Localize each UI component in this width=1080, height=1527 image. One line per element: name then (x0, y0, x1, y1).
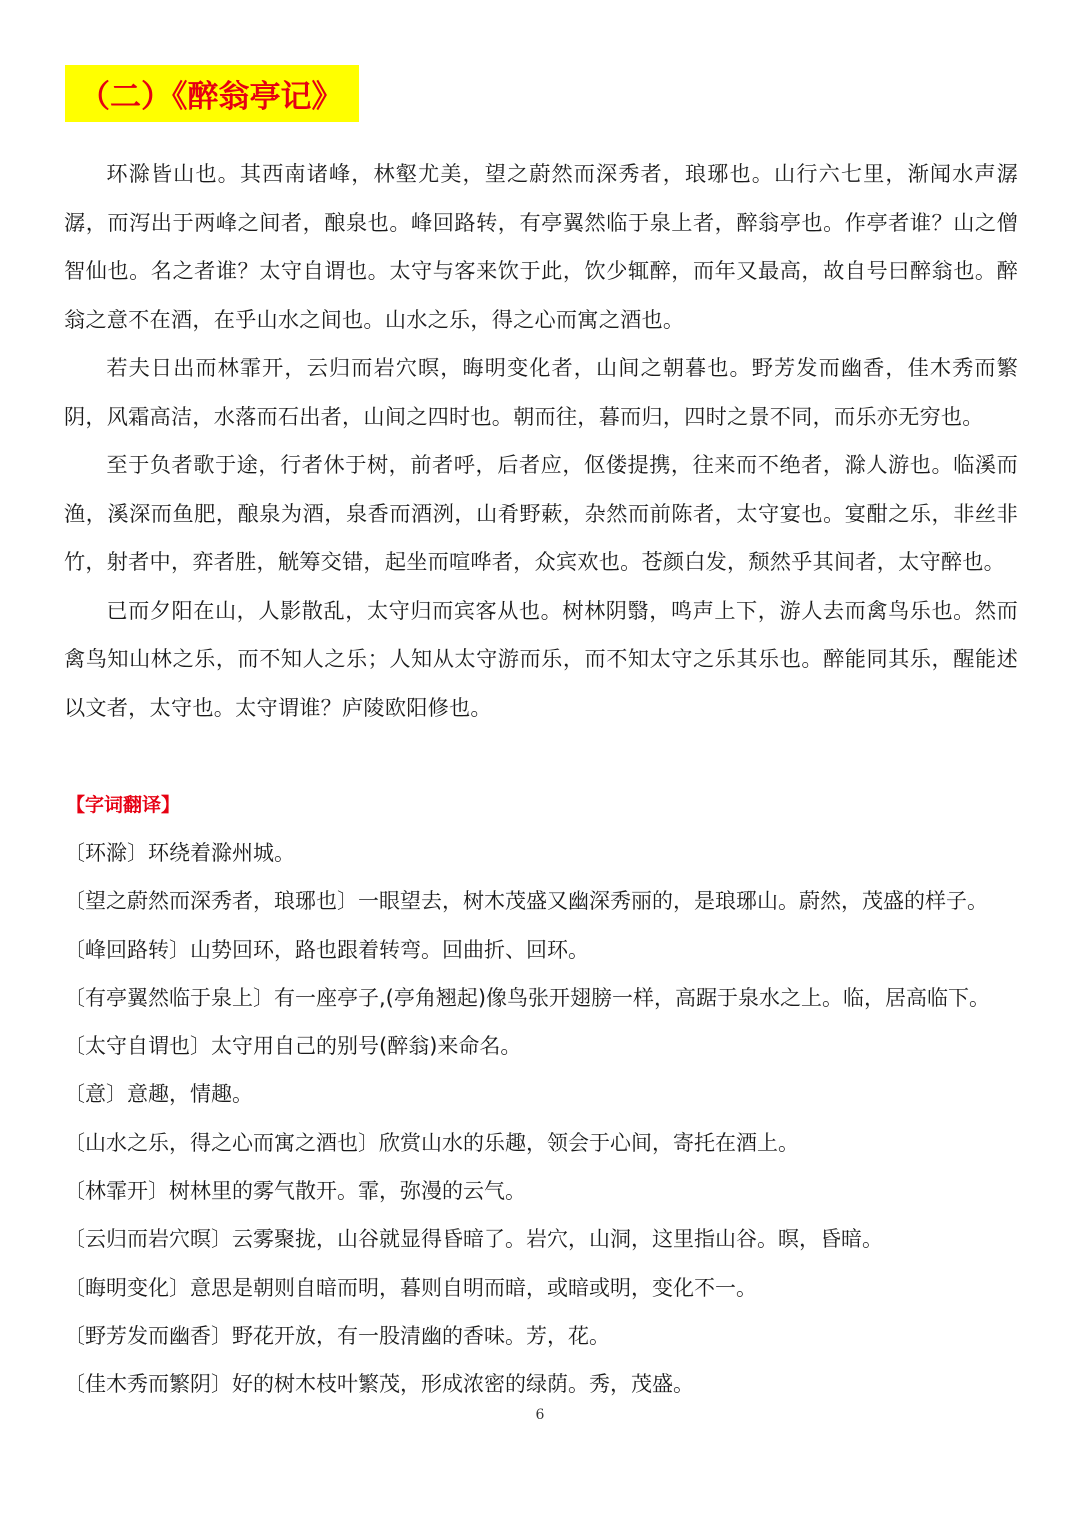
article-paragraph: 已而夕阳在山，人影散乱，太守归而宾客从也。树林阴翳，鸣声上下，游人去而禽鸟乐也。然而禽鸟知山林之乐，而不知人之乐；人知从太守游而乐，而不知太守之乐其乐也。醉能同其乐，醒能述以文者，太守也。太守谓谁？庐陵欧阳修也。 (64, 597, 1018, 720)
note-item: 〔望之蔚然而深秀者，琅琊也〕一眼望去，树木茂盛又幽深秀丽的，是琅琊山。蔚然，茂盛的样子。 (64, 889, 988, 914)
note-item: 〔林霏开〕树林里的雾气散开。霏，弥漫的云气。 (64, 1179, 526, 1204)
note-item: 〔佳木秀而繁阴〕好的树木枝叶繁茂，形成浓密的绿荫。秀，茂盛。 (64, 1372, 694, 1397)
note-item: 〔太守自谓也〕太守用自己的别号(醉翁)来命名。 (64, 1034, 522, 1059)
note-item: 〔峰回路转〕山势回环，路也跟着转弯。回曲折、回环。 (64, 937, 589, 962)
note-item: 〔意〕意趣，情趣。 (64, 1082, 253, 1107)
article-paragraph: 环滁皆山也。其西南诸峰，林壑尤美，望之蔚然而深秀者，琅琊也。山行六七里，渐闻水声潺潺，而泻出于两峰之间者，酿泉也。峰回路转，有亭翼然临于泉上者，醉翁亭也。作亭者谁？山之僧智仙也。名之者谁？太守自谓也。太守与客来饮于此，饮少辄醉，而年又最高，故自号曰醉翁也。醉翁之意不在酒，在乎山水之间也。山水之乐，得之心而寓之酒也。 (64, 161, 1018, 332)
section-title: （二）《醉翁亭记》 (79, 79, 343, 115)
note-item: 〔晦明变化〕意思是朝则自暗而明，暮则自明而暗，或暗或明，变化不一。 (64, 1275, 757, 1300)
article-paragraph: 至于负者歌于途，行者休于树，前者呼，后者应，伛偻提携，往来而不绝者，滁人游也。临溪而渔，溪深而鱼肥，酿泉为酒，泉香而酒洌，山肴野蔌，杂然而前陈者，太守宴也。宴酣之乐，非丝非竹，射者中，弈者胜，觥筹交错，起坐而喧哗者，众宾欢也。苍颜白发，颓然乎其间者，太守醉也。 (64, 452, 1018, 574)
note-item: 〔野芳发而幽香〕野花开放，有一股清幽的香味。芳，花。 (64, 1323, 610, 1348)
note-item: 〔有亭翼然临于泉上〕有一座亭子,(亭角翘起)像鸟张开翅膀一样，高踞于泉水之上。临，居高临下。 (64, 985, 991, 1010)
note-item: 〔山水之乐，得之心而寓之酒也〕欣赏山水的乐趣，领会于心间，寄托在酒上。 (64, 1130, 799, 1155)
notes-heading: 【字词翻译】 (66, 794, 181, 816)
article-body (64, 150, 1018, 732)
note-item: 〔环滁〕环绕着滁州城。 (64, 841, 295, 865)
section-title-highlight (65, 65, 359, 122)
note-item: 〔云归而岩穴暝〕云雾聚拢，山谷就显得昏暗了。岩穴，山洞，这里指山谷。暝，昏暗。 (64, 1227, 883, 1252)
article-paragraph: 若夫日出而林霏开，云归而岩穴暝，晦明变化者，山间之朝暮也。野芳发而幽香，佳木秀而繁阴，风霜高洁，水落而石出者，山间之四时也。朝而往，暮而归，四时之景不同，而乐亦无穷也。 (64, 355, 1018, 429)
notes-list (64, 829, 1024, 1409)
page-number: 6 (535, 1407, 545, 1423)
